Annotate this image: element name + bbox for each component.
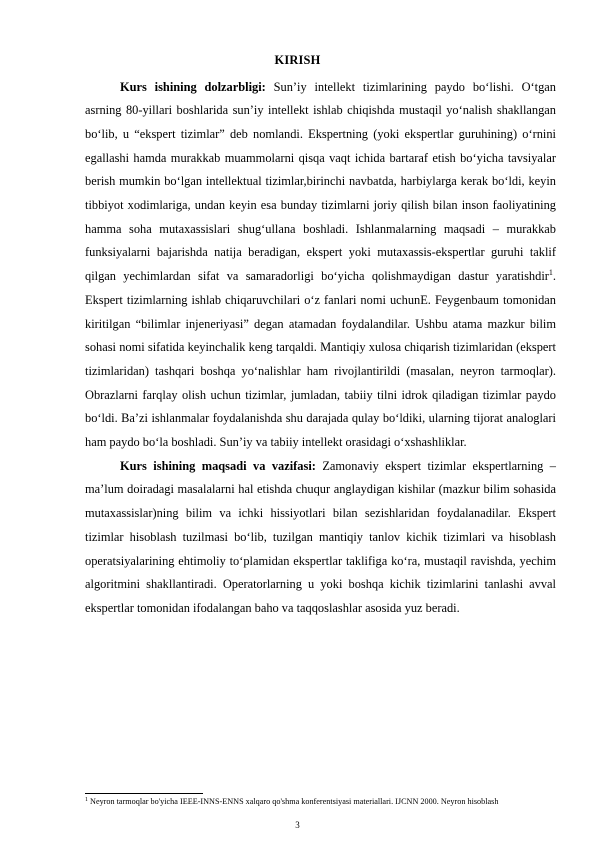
- footnote-reference[interactable]: 1: [548, 268, 553, 278]
- paragraph-relevance: [85, 76, 556, 455]
- section-title: KIRISH: [274, 53, 321, 67]
- paragraph-text-part-1: Sun’iy intellekt tizimlarining paydo bo‘lishi. O‘tgan asrning 80-yillari boshlarida sun’iy intellekt ishlab chiqishda mustaqil yo‘nalish shakllangan bo‘lib, u “ekspert tizimlar” deb nomlandi. Ekspertning (yoki ekspertlar guruhining) o‘rnini egallashi hamda murakkab muammolarni qisqa vaqt ichida bartaraf etish bo‘yicha tavsiyalar berish mumkin bo‘lgan intellektual tizimlar,birinchi navbatda, harbiylarga kerak bo‘ldi, keyin tibbiyot xodimlariga, undan keyin esa bunday tizimlarni joriy qilish bilan inson faoliyatining hamma soha mutaxassislari shug‘ullana boshladi. Ishlanmalarning maqsadi – murakkab funksiyalarni bajarishda natija beradigan, ekspert yoki mutaxassis-ekspertlar guruhi taklif qilgan yechimlardan sifat va samaradorligi bo‘yicha qolishmaydigan dastur yaratishdir: [85, 79, 557, 284]
- paragraph-text-part-2: . Ekspert tizimlarning ishlab chiqaruvchilari o‘z fanlari nomi uchunE. Feygenbaum tomonidan kiritilgan “bilimlar injeneriyasi” degan atamadan foydalandilar. Ushbu atama mazkur bilim sohasi nomi sifatida keyinchalik keng tarqaldi. Mantiqiy xulosa chiqarish tizimlaridan (ekspert tizimlaridan) tashqari boshqa yo‘nalishlar ham rivojlantirildi (masalan, neyron tarmoqlar). Obrazlarni farqlay olish uchun tizimlar, jumladan, tabiiy tilni idrok qiladigan tizimlar paydo bo‘ldi. Ba’zi ishlanmalar foydalanishda shu darajada qulay bo‘ldiki, ularning tijorat analoglari ham paydo bo‘la boshladi. Sun’iy va tabiiy intellekt orasidagi o‘xshashliklar.: [85, 269, 556, 450]
- footnote-separator: [85, 793, 203, 794]
- paragraph-heading-goals: Kurs ishining maqsadi va vazifasi:: [120, 458, 316, 473]
- footnote-mark: 1: [85, 797, 88, 803]
- footnote-text: Neyron tarmoqlar bo'yicha IEEE-INNS-ENNS xalqaro qo'shma konferentsiyasi materiallari. IJCNN 2000. Neyron hisoblash: [88, 797, 499, 806]
- paragraph-heading-relevance: Kurs ishining dolzarbligi:: [120, 79, 266, 94]
- paragraph-goals: [85, 455, 556, 621]
- page-number: 3: [295, 820, 300, 830]
- footnote: [85, 796, 556, 807]
- body-text: [85, 76, 556, 621]
- paragraph-text-goals: Zamonaviy ekspert tizimlar ekspertlarning – ma’lum doiradagi masalalarni hal etishda chuqur anglaydigan kishilar (mazkur bilim sohasida mutaxassislar)ning bilim va ichki hissiyotlari bilan sezishlaridan foydalanadilar. Ekspert tizimlar hisoblash tuzilmasi bo‘lib, tuzilgan mantiqiy tanlov kichik tizimlari va hisoblash operatsiyalarining ehtimoliy to‘plamidan ekspertlar taklifiga ko‘ra, mustaqil ravishda, yechim algoritmini shakllantiradi. Operatorlarning u yoki boshqa kichik tizimlarini tanlashi avval ekspertlar tomonidan ifodalangan baho va taqqoslashlar asosida yuz beradi.: [85, 458, 556, 615]
